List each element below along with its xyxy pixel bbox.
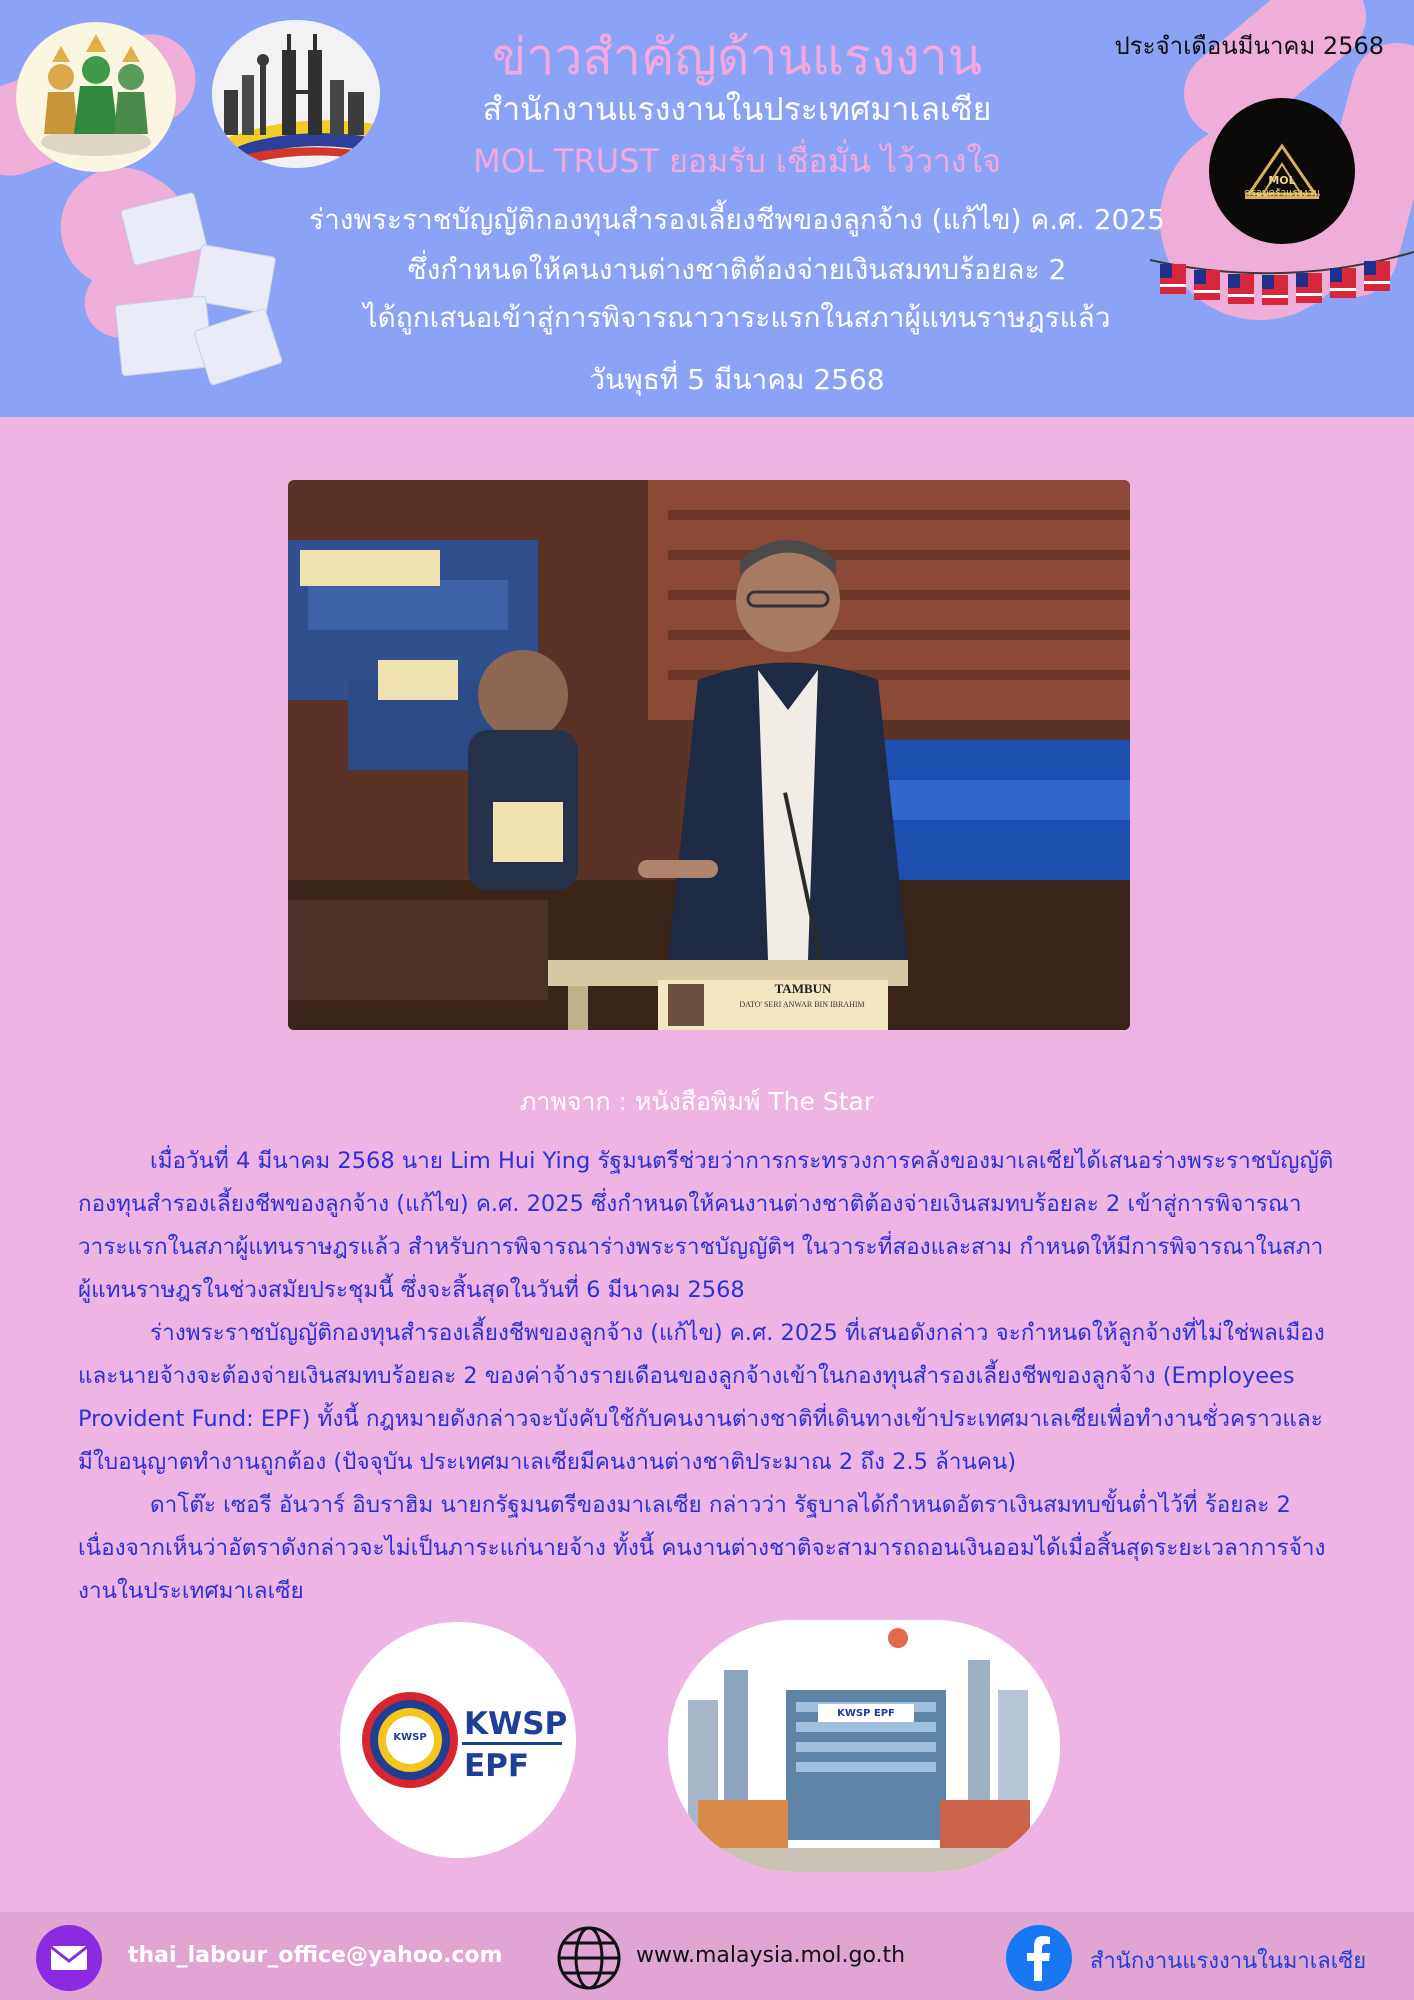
headline-line-2: ซึ่งกำหนดให้คนงานต่างชาติต้องจ่ายเงินสมทบร้อยละ 2 [407,253,1067,286]
envelope-icon[interactable] [36,1925,102,1991]
nameplate-title: TAMBUN [774,981,832,996]
kwsp-logo-text: KWSP [464,1706,568,1742]
mol-logo-text: MOL [1268,174,1296,187]
header-banner [0,0,1414,417]
footer-bar [0,1912,1414,2000]
nameplate-name: DATO' SERI ANWAR BIN IBRAHIM [739,1000,865,1009]
publish-date: วันพุธที่ 5 มีนาคม 2568 [589,363,885,396]
issue-month: ประจำเดือนมีนาคม 2568 [1114,32,1384,60]
photo-caption: ภาพจาก : หนังสือพิมพ์ The Star [519,1087,875,1116]
newsletter-title: ข่าวสำคัญด้านแรงงาน [492,28,982,86]
kwsp-epf-logo [340,1622,576,1858]
article-paragraph-2: ร่างพระราชบัญญัติกองทุนสำรองเลี้ยงชีพของลูกจ้าง (แก้ไข) ค.ศ. 2025 ที่เสนอดังกล่าว จะกำหนดให้ลูกจ้างที่ไม่ใช่พลเมืองและนายจ้างจะต้องจ่ายเงินสมทบร้อยละ 2 ของค่าจ้างรายเดือนของลูกจ้างเข้าในกองทุนสำรองเลี้ยงชีพของลูกจ้าง (Employees Provident Fund: EPF) ทั้งนี้ กฎหมายดังกล่าวจะบังคับใช้กับคนงานต่างชาติที่เดินทางเข้าประเทศมาเลเซียเพื่อทำงานชั่วคราวและมีใบอนุญาตทำงานถูกต้อง (ปัจจุบัน ประเทศมาเลเซียมีคนงานต่างชาติประมาณ 2 ถึง 2.5 ล้านคน) [78,1320,1325,1475]
building-sign-text: KWSP EPF [837,1708,895,1719]
mol-logo [1209,98,1355,244]
epf-logo-text: EPF [464,1748,530,1784]
website-link[interactable]: www.malaysia.mol.go.th [636,1943,906,1968]
article-paragraph-1: เมื่อวันที่ 4 มีนาคม 2568 นาย Lim Hui Ying รัฐมนตรีช่วยว่าการกระทรวงการคลังของมาเลเซียได้เสนอร่างพระราชบัญญัติกองทุนสำรองเลี้ยงชีพของลูกจ้าง (แก้ไข) ค.ศ. 2025 ซึ่งกำหนดให้คนงานต่างชาติต้องจ่ายเงินสมทบร้อยละ 2 เข้าสู่การพิจารณาวาระแรกในสภาผู้แทนราษฎรแล้ว สำหรับการพิจารณาร่างพระราชบัญญัติฯ ในวาระที่สองและสาม กำหนดให้มีการพิจารณาในสภาผู้แทนราษฎรในช่วงสมัยประชุมนี้ ซึ่งจะสิ้นสุดในวันที่ 6 มีนาคม 2568 [78,1148,1334,1303]
contact-email-link[interactable]: thai_labour_office@yahoo.com [128,1943,503,1968]
kwsp-emblem-text: KWSP [393,1732,427,1743]
facebook-icon[interactable] [1006,1925,1072,1991]
globe-icon[interactable] [556,1925,622,1991]
mol-logo-subtext: ครอบครัวแรงงาน [1243,188,1321,199]
headline-line-3: ได้ถูกเสนอเข้าสู่การพิจารณาวาระแรกในสภาผู้แทนราษฎรแล้ว [363,301,1111,334]
article-paragraph-3: ดาโต๊ะ เซอรี อันวาร์ อิบราฮิม นายกรัฐมนตรีของมาเลเซีย กล่าวว่า รัฐบาลได้กำหนดอัตราเงินสมทบขั้นต่ำไว้ที่ ร้อยละ 2 เนื่องจากเห็นว่าอัตราดังกล่าวจะไม่เป็นภาระแก่นายจ้าง ทั้งนี้ คนงานต่างชาติจะสามารถถอนเงินออมได้เมื่อสิ้นสุดระยะเวลาการจ้างงานในประเทศมาเลเซีย [78,1492,1326,1604]
facebook-page-link[interactable]: สำนักงานแรงงานในมาเลเซีย [1090,1949,1367,1974]
parliament-photo [288,480,1130,1030]
malaysia-flag-bunting [1150,250,1414,320]
slogan: MOL TRUST ยอมรับ เชื่อมั่น ไว้วางใจ [473,142,1001,180]
epf-building-illustration [668,1620,1060,1872]
article-body [78,1140,1336,1613]
office-name: สำนักงานแรงงานในประเทศมาเลเซีย [482,90,992,128]
headline-line-1: ร่างพระราชบัญญัติกองทุนสำรองเลี้ยงชีพของลูกจ้าง (แก้ไข) ค.ศ. 2025 [309,203,1165,236]
